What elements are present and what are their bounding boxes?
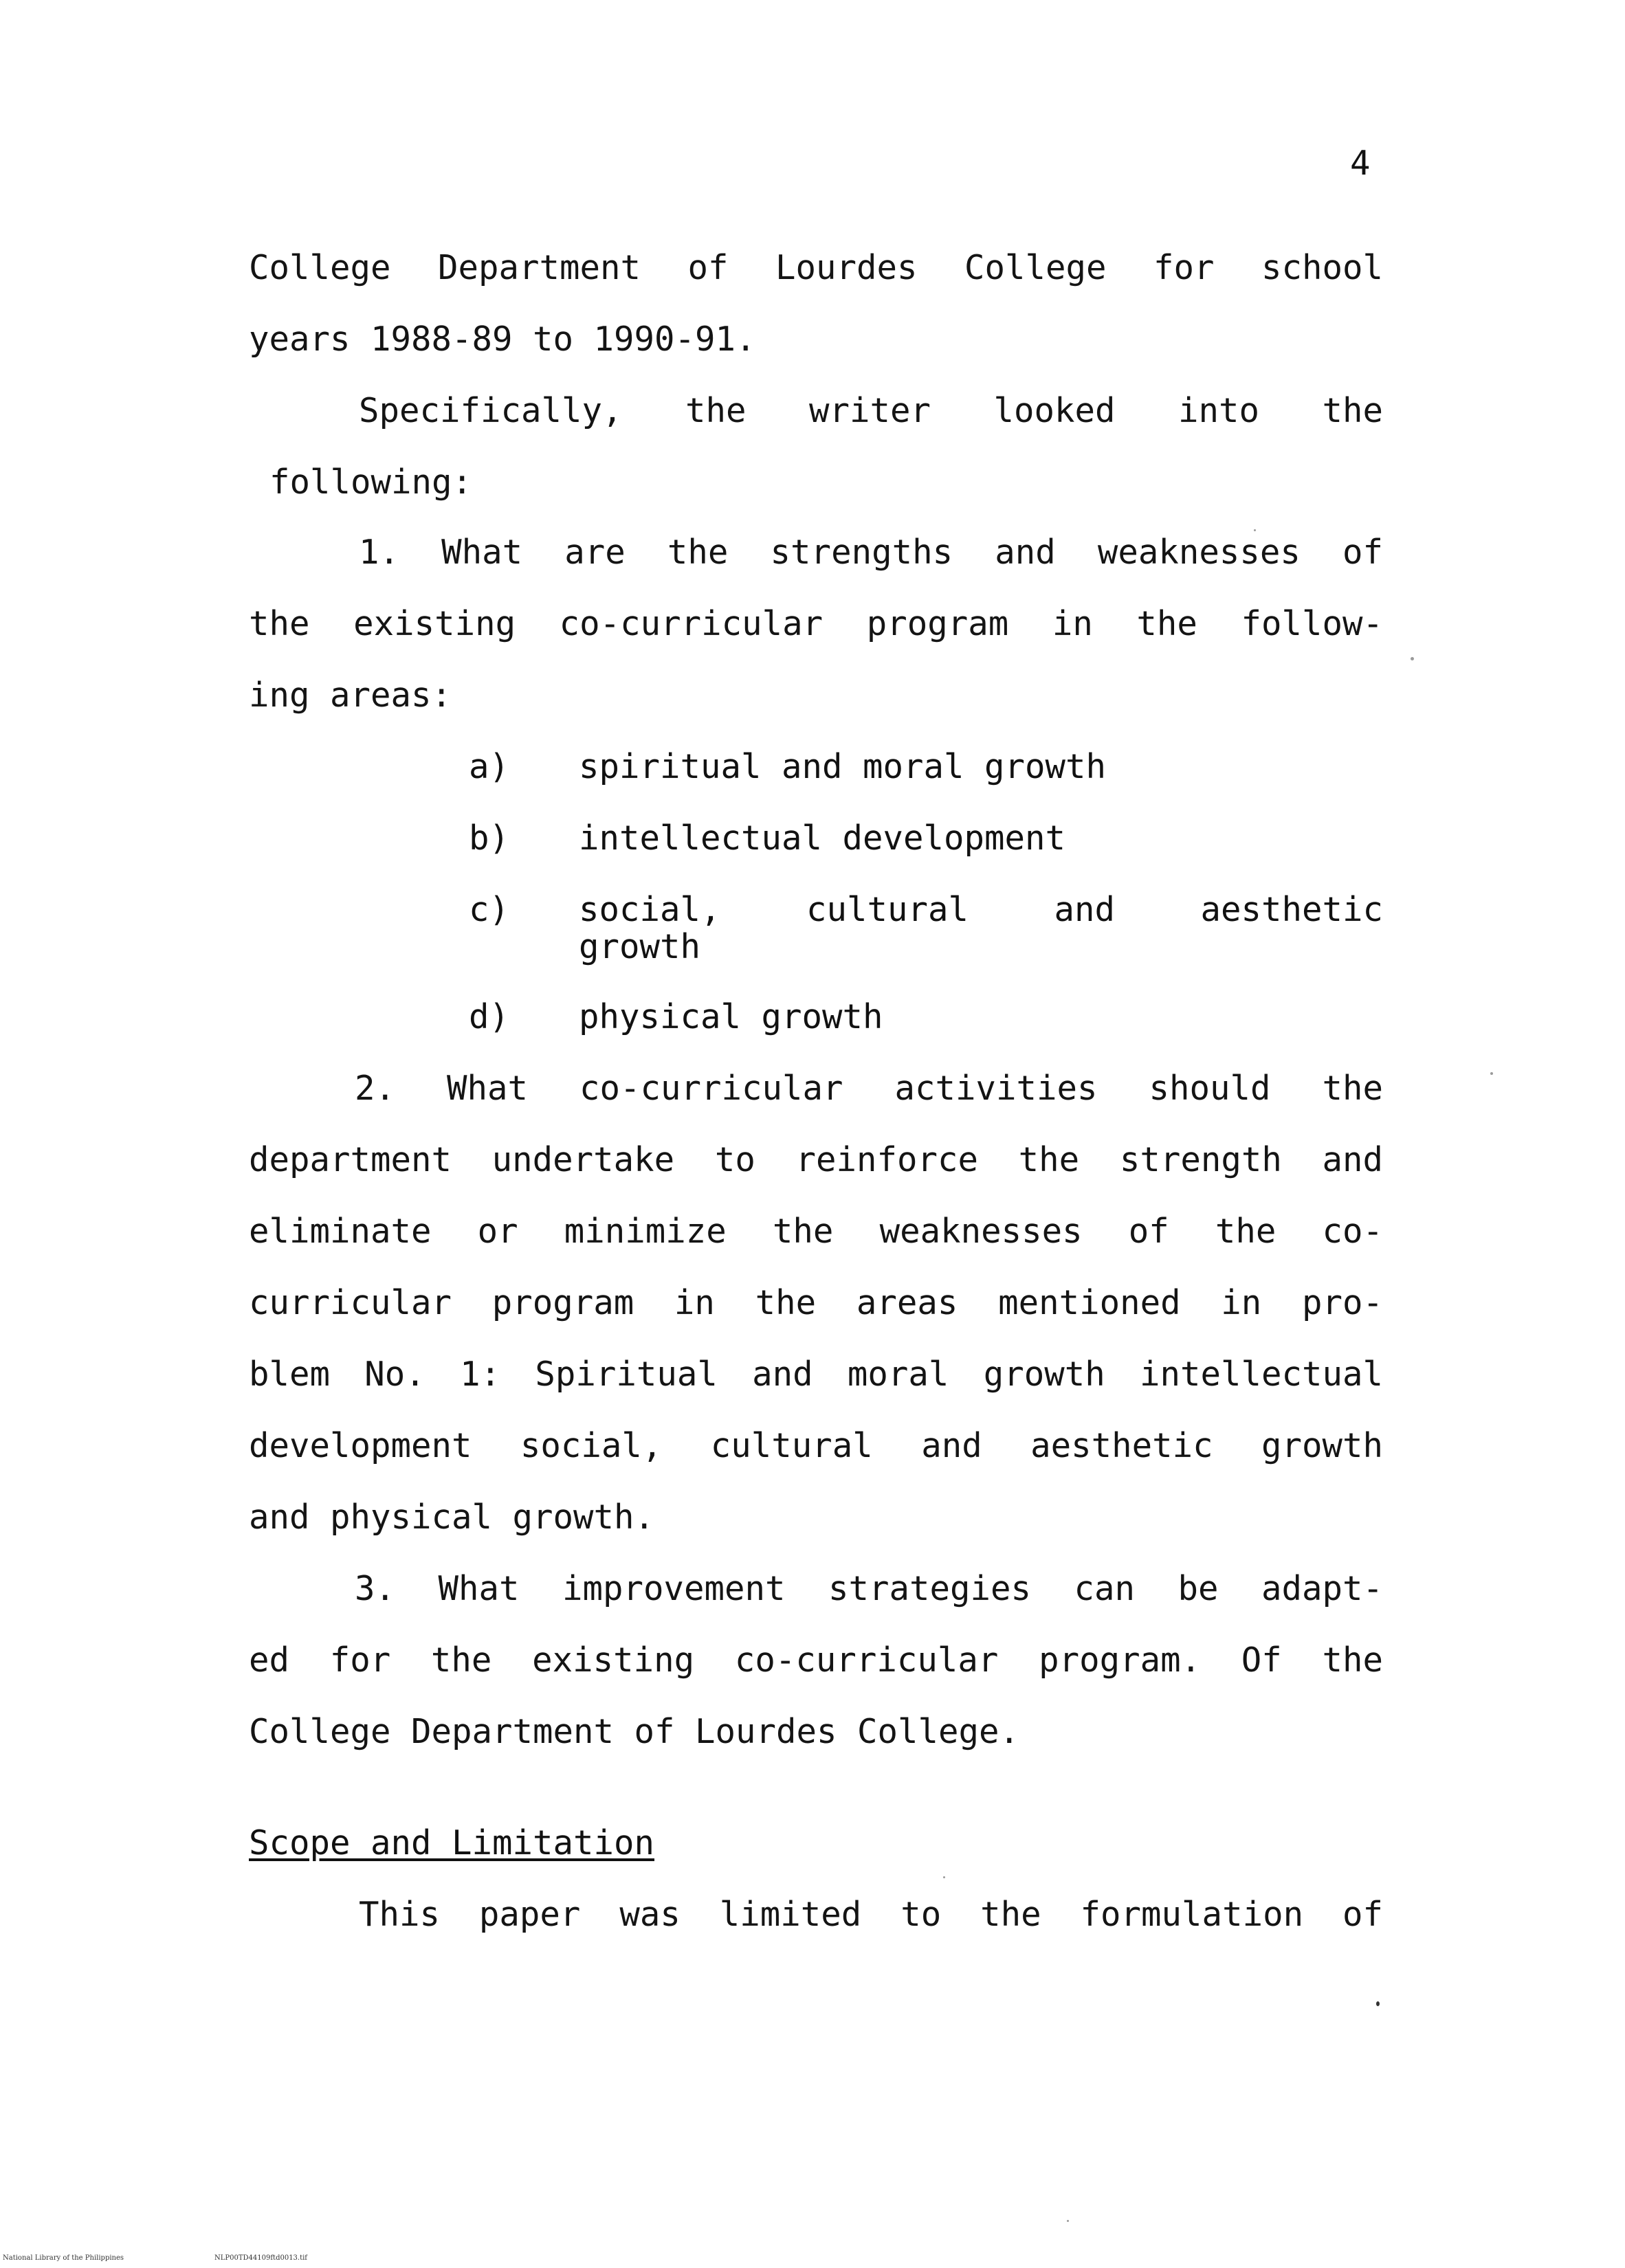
area-item-label: b) — [469, 819, 510, 858]
area-item-label: c) — [469, 890, 510, 929]
question-2-line: eliminate or minimize the weaknesses of the co- — [249, 1212, 1383, 1251]
question-2-line: and physical growth. — [249, 1498, 655, 1537]
question-2-line: development social, cultural and aesthetic growth — [249, 1426, 1383, 1465]
paragraph-line: College Department of Lourdes College for school — [249, 248, 1383, 287]
question-3-line: ed for the existing co-curricular program. Of the — [249, 1641, 1383, 1680]
question-1-line: 1. What are the strengths and weaknesses of — [359, 533, 1383, 572]
question-1-line: the existing co-curricular program in the follow- — [249, 604, 1383, 643]
area-item-text: intellectual development — [579, 819, 1066, 858]
scan-speck — [1376, 2001, 1380, 2006]
area-item-text: physical growth — [579, 997, 883, 1036]
footer-library: National Library of the Philippines — [3, 2254, 124, 2262]
scan-speck — [1254, 529, 1256, 531]
scan-speck — [1067, 2220, 1069, 2222]
area-item-text-line: social, cultural and aesthetic — [579, 890, 1383, 929]
question-2-line: blem No. 1: Spiritual and moral growth intellectual — [249, 1355, 1383, 1394]
area-item-label: a) — [469, 747, 510, 786]
question-1-line: ing areas: — [249, 676, 452, 715]
scan-speck — [1411, 657, 1414, 660]
area-item-text — [579, 891, 1383, 966]
section-heading: Scope and Limitation — [249, 1823, 655, 1863]
question-2-line: 2. What co-curricular activities should the — [355, 1069, 1383, 1108]
question-2-line: curricular program in the areas mentioned in pro- — [249, 1283, 1383, 1322]
area-item-label: d) — [469, 997, 510, 1036]
scan-speck — [1490, 1072, 1493, 1075]
paragraph-line: Specifically, the writer looked into the — [359, 391, 1383, 430]
question-3-line: 3. What improvement strategies can be adapt- — [355, 1569, 1383, 1608]
scan-speck — [943, 1876, 945, 1878]
area-item-text-line: growth — [579, 927, 701, 966]
scope-paragraph-line: This paper was limited to the formulation of — [359, 1895, 1383, 1934]
area-item-text: spiritual and moral growth — [579, 747, 1107, 786]
page-number: 4 — [1350, 144, 1371, 183]
paragraph-line: following: — [269, 463, 473, 502]
question-3-line: College Department of Lourdes College. — [249, 1712, 1020, 1751]
paragraph-line: years 1988-89 to 1990-91. — [249, 320, 756, 359]
footer-filename: NLP00TD44109ftd0013.tif — [214, 2254, 308, 2262]
question-2-line: department undertake to reinforce the strength and — [249, 1140, 1383, 1179]
